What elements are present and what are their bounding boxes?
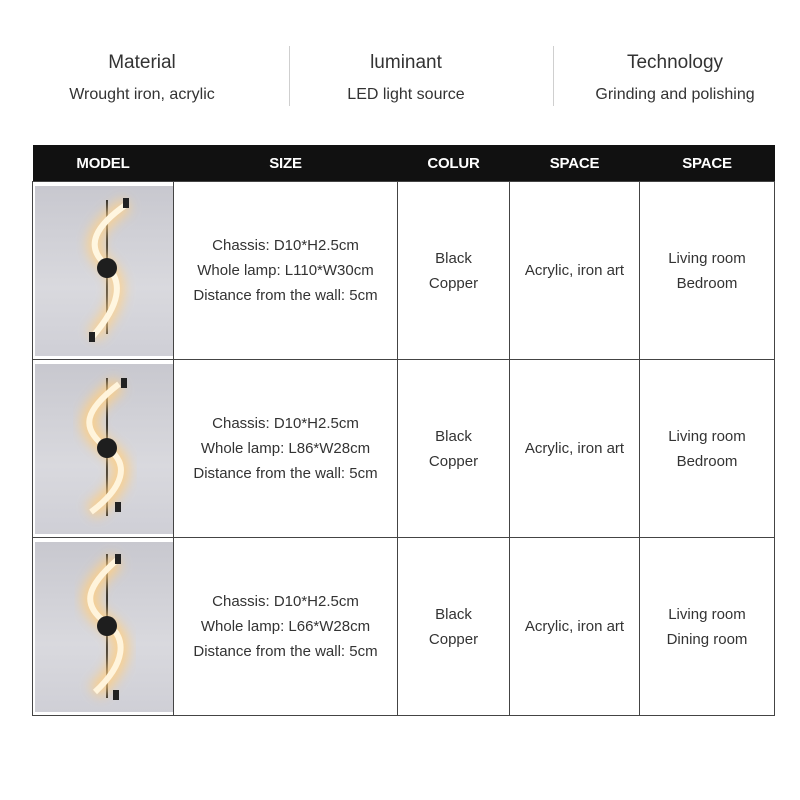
- s-curve-wall-lamp-icon: [35, 186, 173, 356]
- color-option: Copper: [428, 452, 479, 470]
- feature-title: luminant: [370, 52, 442, 73]
- color-option: Copper: [428, 630, 479, 648]
- feature-value: Grinding and polishing: [595, 86, 755, 103]
- size-whole-lamp: Whole lamp: L110*W30cm: [197, 262, 374, 279]
- spec-table: [32, 145, 775, 716]
- model-cell: [33, 538, 174, 716]
- color-option: Black: [435, 249, 472, 267]
- size-whole-lamp: Whole lamp: L86*W28cm: [200, 440, 371, 457]
- feature-value: LED light source: [347, 86, 465, 103]
- features-header: [0, 0, 800, 125]
- table-row: [33, 360, 775, 538]
- material-cell: [510, 538, 640, 716]
- column-header-space: SPACE: [510, 145, 640, 182]
- size-cell: [174, 538, 398, 716]
- space-option: Living room: [668, 427, 746, 445]
- size-wall-distance: Distance from the wall: 5cm: [193, 465, 378, 482]
- material-value: Acrylic, iron art: [524, 262, 625, 279]
- divider: [289, 46, 290, 106]
- table-row: [33, 538, 775, 716]
- table-row: [33, 182, 775, 360]
- material-cell: [510, 182, 640, 360]
- space-option: Bedroom: [676, 274, 738, 292]
- column-header-size: SIZE: [174, 145, 398, 182]
- color-cell: [398, 360, 510, 538]
- feature-title: Material: [108, 52, 176, 73]
- size-wall-distance: Distance from the wall: 5cm: [193, 643, 378, 660]
- material-cell: [510, 360, 640, 538]
- feature-material: [42, 48, 242, 106]
- divider: [553, 46, 554, 106]
- table-header-row: [33, 145, 775, 182]
- material-value: Acrylic, iron art: [524, 440, 625, 457]
- space-cell: [640, 360, 775, 538]
- size-whole-lamp: Whole lamp: L66*W28cm: [200, 618, 371, 635]
- s-curve-wall-lamp-icon: [35, 542, 173, 712]
- model-cell: [33, 360, 174, 538]
- size-cell: [174, 182, 398, 360]
- color-option: Black: [435, 427, 472, 445]
- s-curve-wall-lamp-icon: [35, 364, 173, 534]
- size-chassis: Chassis: D10*H2.5cm: [212, 415, 359, 432]
- space-option: Dining room: [666, 630, 748, 648]
- feature-technology: [572, 48, 778, 106]
- column-header-color: COLUR: [398, 145, 510, 182]
- feature-luminant: [306, 48, 506, 106]
- feature-value: Wrought iron, acrylic: [69, 86, 215, 103]
- column-header-space: SPACE: [640, 145, 775, 182]
- material-value: Acrylic, iron art: [524, 618, 625, 635]
- space-cell: [640, 182, 775, 360]
- size-wall-distance: Distance from the wall: 5cm: [193, 287, 378, 304]
- space-option: Living room: [668, 605, 746, 623]
- size-cell: [174, 360, 398, 538]
- color-cell: [398, 182, 510, 360]
- space-option: Living room: [668, 249, 746, 267]
- color-cell: [398, 538, 510, 716]
- model-cell: [33, 182, 174, 360]
- feature-title: Technology: [626, 52, 724, 73]
- color-option: Copper: [428, 274, 479, 292]
- column-header-model: MODEL: [33, 145, 174, 182]
- size-chassis: Chassis: D10*H2.5cm: [212, 237, 359, 254]
- space-cell: [640, 538, 775, 716]
- size-chassis: Chassis: D10*H2.5cm: [212, 593, 359, 610]
- space-option: Bedroom: [676, 452, 738, 470]
- color-option: Black: [435, 605, 472, 623]
